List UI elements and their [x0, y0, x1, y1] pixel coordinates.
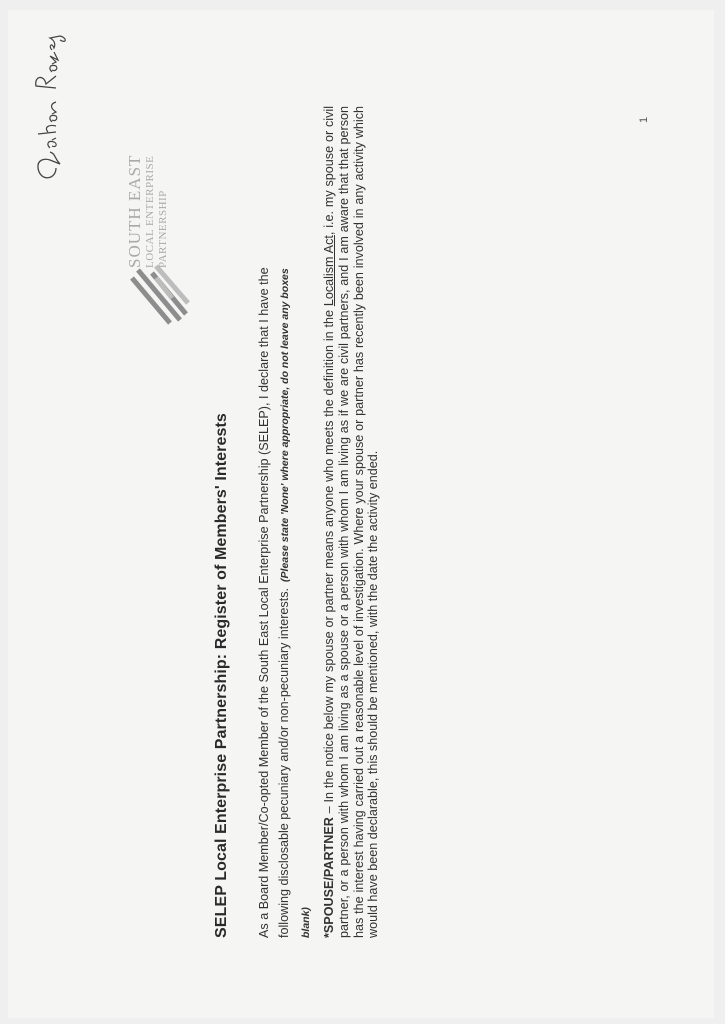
page-title: SELEP Local Enterprise Partnership: Register of Members' Interests: [213, 413, 230, 938]
page-number: 1: [638, 116, 650, 123]
spouse-partner-paragraph: [322, 106, 381, 938]
logo-text: [126, 155, 170, 268]
handwritten-signature: [26, 18, 76, 188]
localism-act-link[interactable]: Localism Act: [322, 235, 336, 307]
declaration-paragraph: [254, 258, 316, 938]
instruction-note: (Please state 'None' where appropriate, do not leave any boxes blank): [279, 268, 312, 938]
logo-line-2: LOCAL ENTERPRISE: [144, 155, 156, 268]
spouse-text-2: , i.e. my spouse or civil partner, or a person with whom I am living as a spouse or a person with whom I am living as if we are civil partners, and I am aware that that person has the interest having carried out a reasonable level of investigation. Where your spouse or partner has recently been involved in any activity which would have been declarable, this should be mentioned, with the date the activity ended.: [322, 106, 381, 938]
spouse-text-1: – In the notice below my spouse or partner means anyone who meets the definition in the: [322, 306, 336, 818]
logo-line-1: SOUTH EAST: [125, 154, 144, 268]
logo-line-3: PARTNERSHIP: [157, 190, 169, 268]
spouse-heading: *SPOUSE/PARTNER: [322, 817, 336, 938]
document-page: [8, 10, 714, 1018]
rotated-content: [8, 10, 714, 1018]
declaration-text: As a Board Member/Co-opted Member of the South East Local Enterprise Partnership (SELEP), I declare that I have the following disclosable pecuniary and/or non-pecuniary interests.: [257, 267, 291, 938]
